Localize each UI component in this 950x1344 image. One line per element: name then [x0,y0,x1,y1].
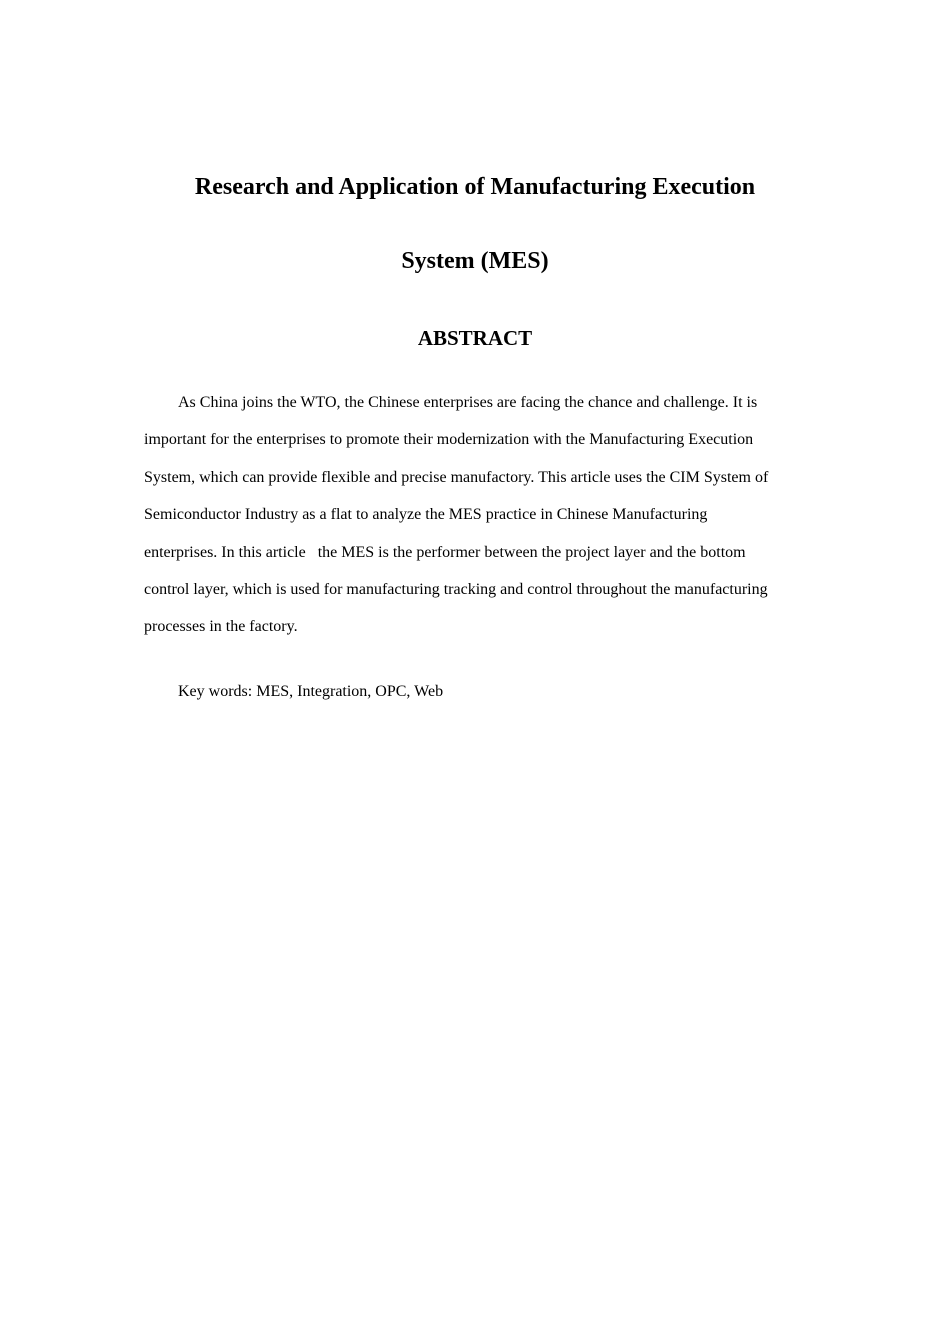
abstract-body [144,384,804,646]
abstract-heading: ABSTRACT [417,326,533,350]
abstract-line: important for the enterprises to promote their modernization with the Manufacturing Execution [144,431,754,449]
paper-title-line-2: System (MES) [401,248,549,274]
abstract-line: control layer, which is used for manufacturing tracking and control throughout the manufacturing [144,581,768,599]
abstract-line: processes in the factory. [144,618,298,636]
abstract-line: System, which can provide flexible and precise manufactory. This article uses the CIM System of [144,468,769,486]
abstract-line: enterprises. In this article the MES is the performer between the project layer and the bottom [144,543,746,561]
abstract-line: Semiconductor Industry as a flat to analyze the MES practice in Chinese Manufacturing [144,506,708,524]
paper-title-line-1: Research and Application of Manufacturing Execution [194,174,756,200]
keywords: Key words: MES, Integration, OPC, Web [178,683,444,700]
abstract-line: As China joins the WTO, the Chinese enterprises are facing the chance and challenge. It is [178,394,758,411]
